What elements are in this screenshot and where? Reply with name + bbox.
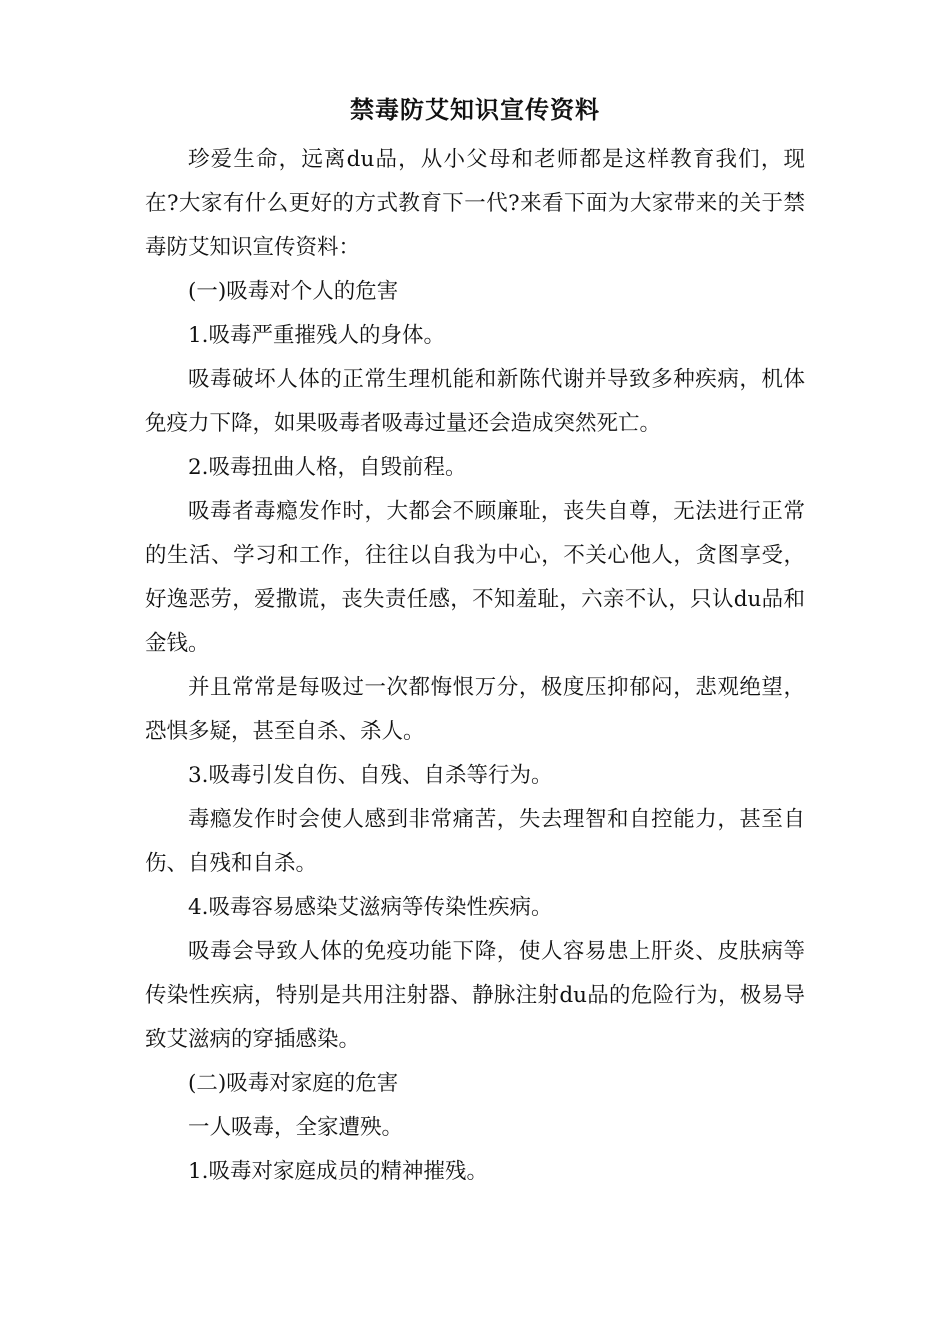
document-body (145, 138, 805, 1194)
item-heading-2: 2.吸毒扭曲人格，自毁前程。 (188, 455, 467, 480)
paragraph: 毒瘾发作时会使人感到非常痛苦，失去理智和自控能力，甚至自伤、自残和自杀。 (145, 807, 805, 876)
paragraph: 吸毒者毒瘾发作时，大都会不顾廉耻，丧失自尊，无法进行正常的生活、学习和工作，往往以自我为中心，不关心他人，贪图享受，好逸恶劳，爱撒谎，丧失责任感，不知羞耻，六亲不认，只认du品和金钱。 (145, 499, 805, 656)
item-heading-3: 3.吸毒引发自伤、自残、自杀等行为。 (188, 763, 553, 788)
item-heading-1-family: 1.吸毒对家庭成员的精神摧残。 (188, 1159, 489, 1184)
section-heading-personal-harm: (一)吸毒对个人的危害 (188, 279, 399, 304)
paragraph-intro: 珍爱生命，远离du品，从小父母和老师都是这样教育我们，现在?大家有什么更好的方式教育下一代?来看下面为大家带来的关于禁毒防艾知识宣传资料： (145, 147, 805, 260)
item-heading-4: 4.吸毒容易感染艾滋病等传染性疾病。 (188, 895, 553, 920)
paragraph: 吸毒破坏人体的正常生理机能和新陈代谢并导致多种疾病，机体免疫力下降，如果吸毒者吸毒过量还会造成突然死亡。 (145, 367, 805, 436)
paragraph: 并且常常是每吸过一次都悔恨万分，极度压抑郁闷，悲观绝望，恐惧多疑，甚至自杀、杀人。 (145, 675, 805, 744)
paragraph: 一人吸毒，全家遭殃。 (188, 1115, 404, 1140)
document-title: 禁毒防艾知识宣传资料 (350, 96, 600, 124)
item-heading-1: 1.吸毒严重摧残人的身体。 (188, 323, 446, 348)
section-heading-family-harm: (二)吸毒对家庭的危害 (188, 1071, 399, 1096)
paragraph: 吸毒会导致人体的免疫功能下降，使人容易患上肝炎、皮肤病等传染性疾病，特别是共用注射器、静脉注射du品的危险行为，极易导致艾滋病的穿插感染。 (145, 939, 805, 1052)
